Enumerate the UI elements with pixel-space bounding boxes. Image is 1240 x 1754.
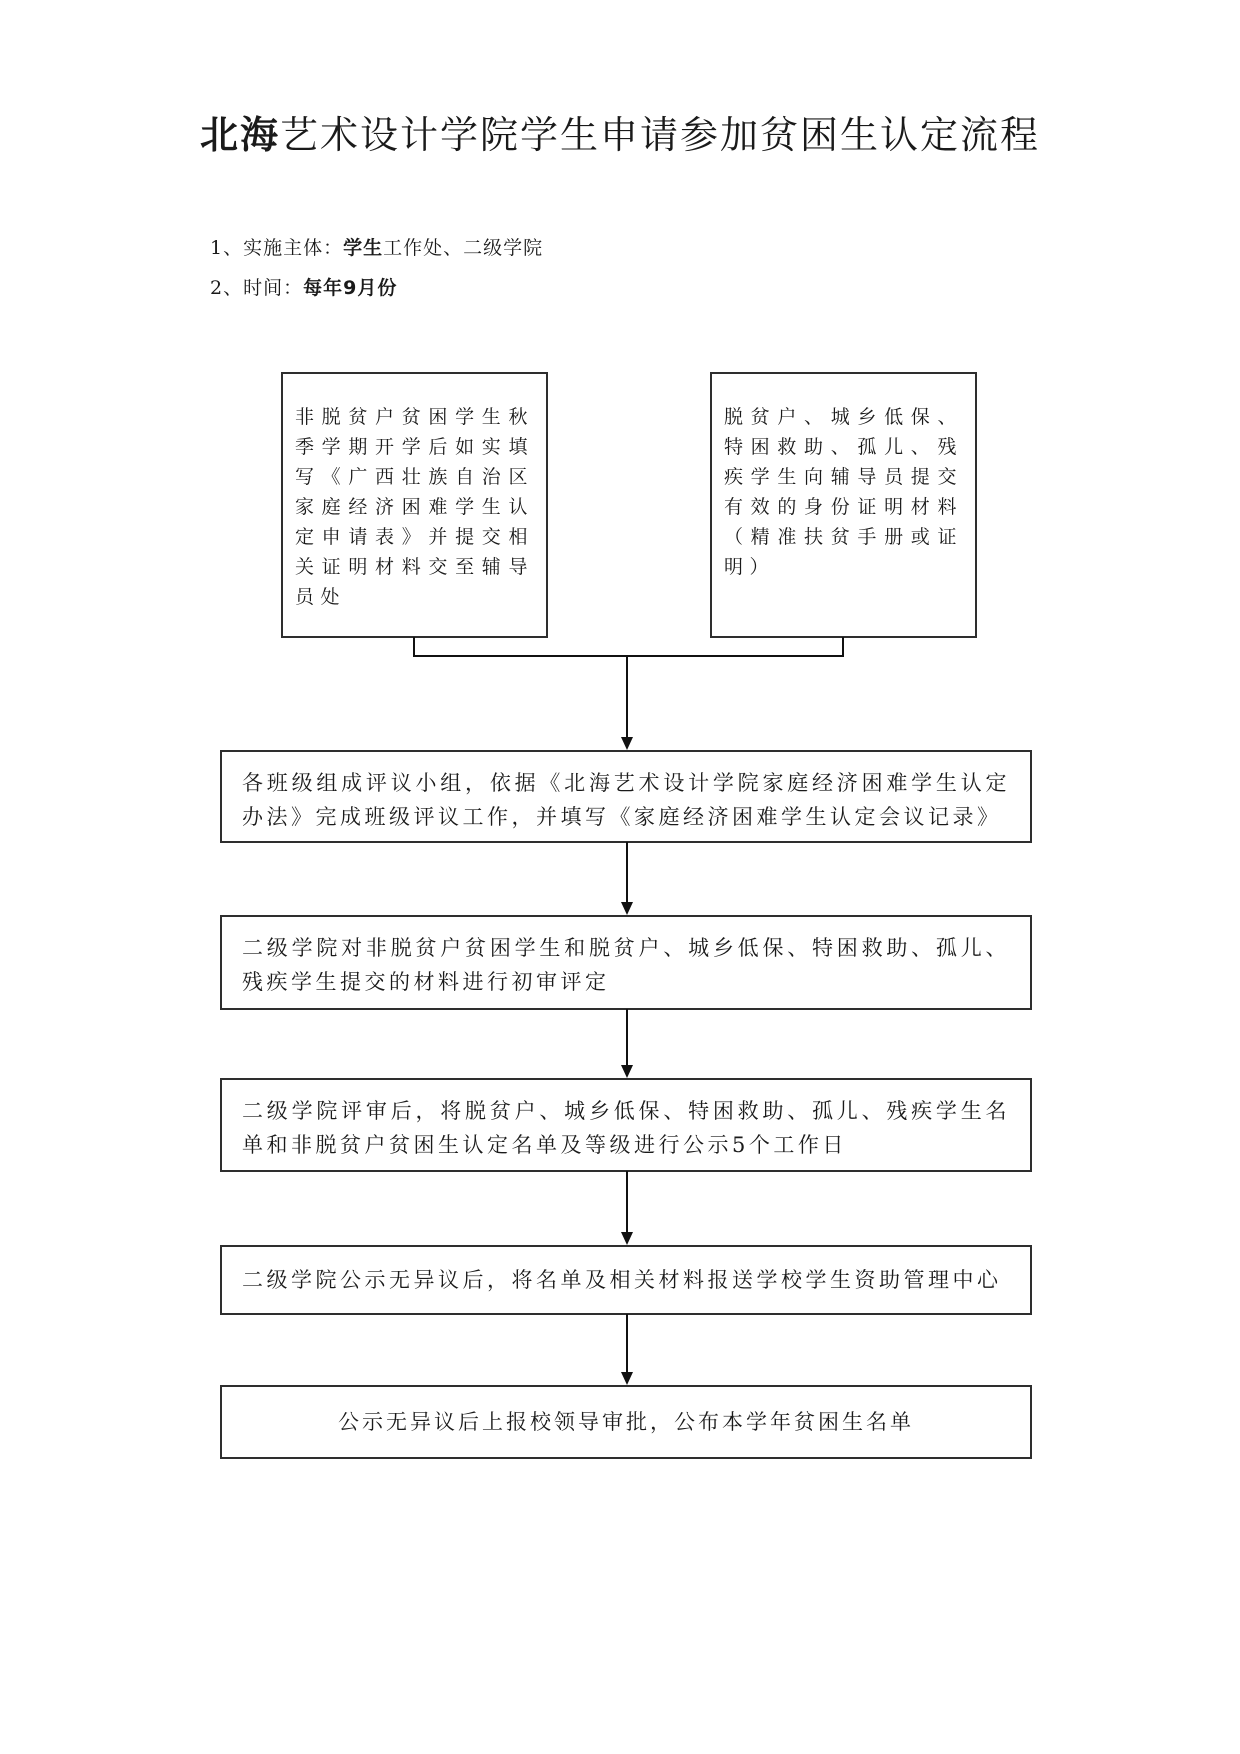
connector-line <box>626 1171 628 1234</box>
step-publicity-five-days: 二级学院评审后，将脱贫户、城乡低保、特困救助、孤儿、残疾学生名单和非脱贫户贫困生认定名单及等级进行公示5个工作日 <box>220 1078 1032 1172</box>
arrow-down-icon <box>621 902 633 915</box>
arrow-down-icon <box>621 1065 633 1078</box>
arrow-down-icon <box>621 1232 633 1245</box>
connector-line <box>626 842 628 904</box>
connector-left-stub-line <box>413 637 415 657</box>
note-time <box>210 275 397 301</box>
note-1-label: 实施主体： <box>243 237 344 259</box>
step-final-approval-announcement: 公示无异议后上报校领导审批，公布本学年贫困生名单 <box>220 1385 1032 1459</box>
arrow-down-icon <box>621 737 633 750</box>
connector-merge-line <box>413 655 844 657</box>
step-report-to-aid-center: 二级学院公示无异议后，将名单及相关材料报送学校学生资助管理中心 <box>220 1245 1032 1315</box>
arrow-down-icon <box>621 1372 633 1385</box>
box-nonpoverty-student-application: 非脱贫户贫困学生秋季学期开学后如实填写《广西壮族自治区家庭经济困难学生认定申请表》并提交相关证明材料交至辅导员处 <box>281 372 548 638</box>
note-2-number: 2、 <box>210 277 244 299</box>
note-implementing-body <box>210 235 543 261</box>
note-1-rest: 工作处、二级学院 <box>383 237 544 259</box>
box-poverty-group-materials: 脱贫户、城乡低保、特困救助、孤儿、残疾学生向辅导员提交有效的身份证明材料（精准扶贫手册或证明） <box>710 372 977 638</box>
page-title-bold-segment: 北海 <box>199 113 280 157</box>
note-2-bold-segment: 每年9月份 <box>303 277 398 299</box>
connector-line <box>626 1009 628 1067</box>
connector-drop-line <box>626 656 628 739</box>
note-1-number: 1、 <box>210 237 244 259</box>
connector-right-stub-line <box>842 637 844 657</box>
note-2-label: 时间： <box>243 277 304 299</box>
note-1-bold-segment: 学生 <box>343 237 384 259</box>
page-title <box>0 104 1240 159</box>
page-title-regular-segment: 艺术设计学院学生申请参加贫困生认定流程 <box>280 113 1041 157</box>
step-class-review-group: 各班级组成评议小组，依据《北海艺术设计学院家庭经济困难学生认定办法》完成班级评议工作，并填写《家庭经济困难学生认定会议记录》 <box>220 750 1032 843</box>
connector-line <box>626 1314 628 1374</box>
step-college-initial-review: 二级学院对非脱贫户贫困学生和脱贫户、城乡低保、特困救助、孤儿、残疾学生提交的材料进行初审评定 <box>220 915 1032 1010</box>
